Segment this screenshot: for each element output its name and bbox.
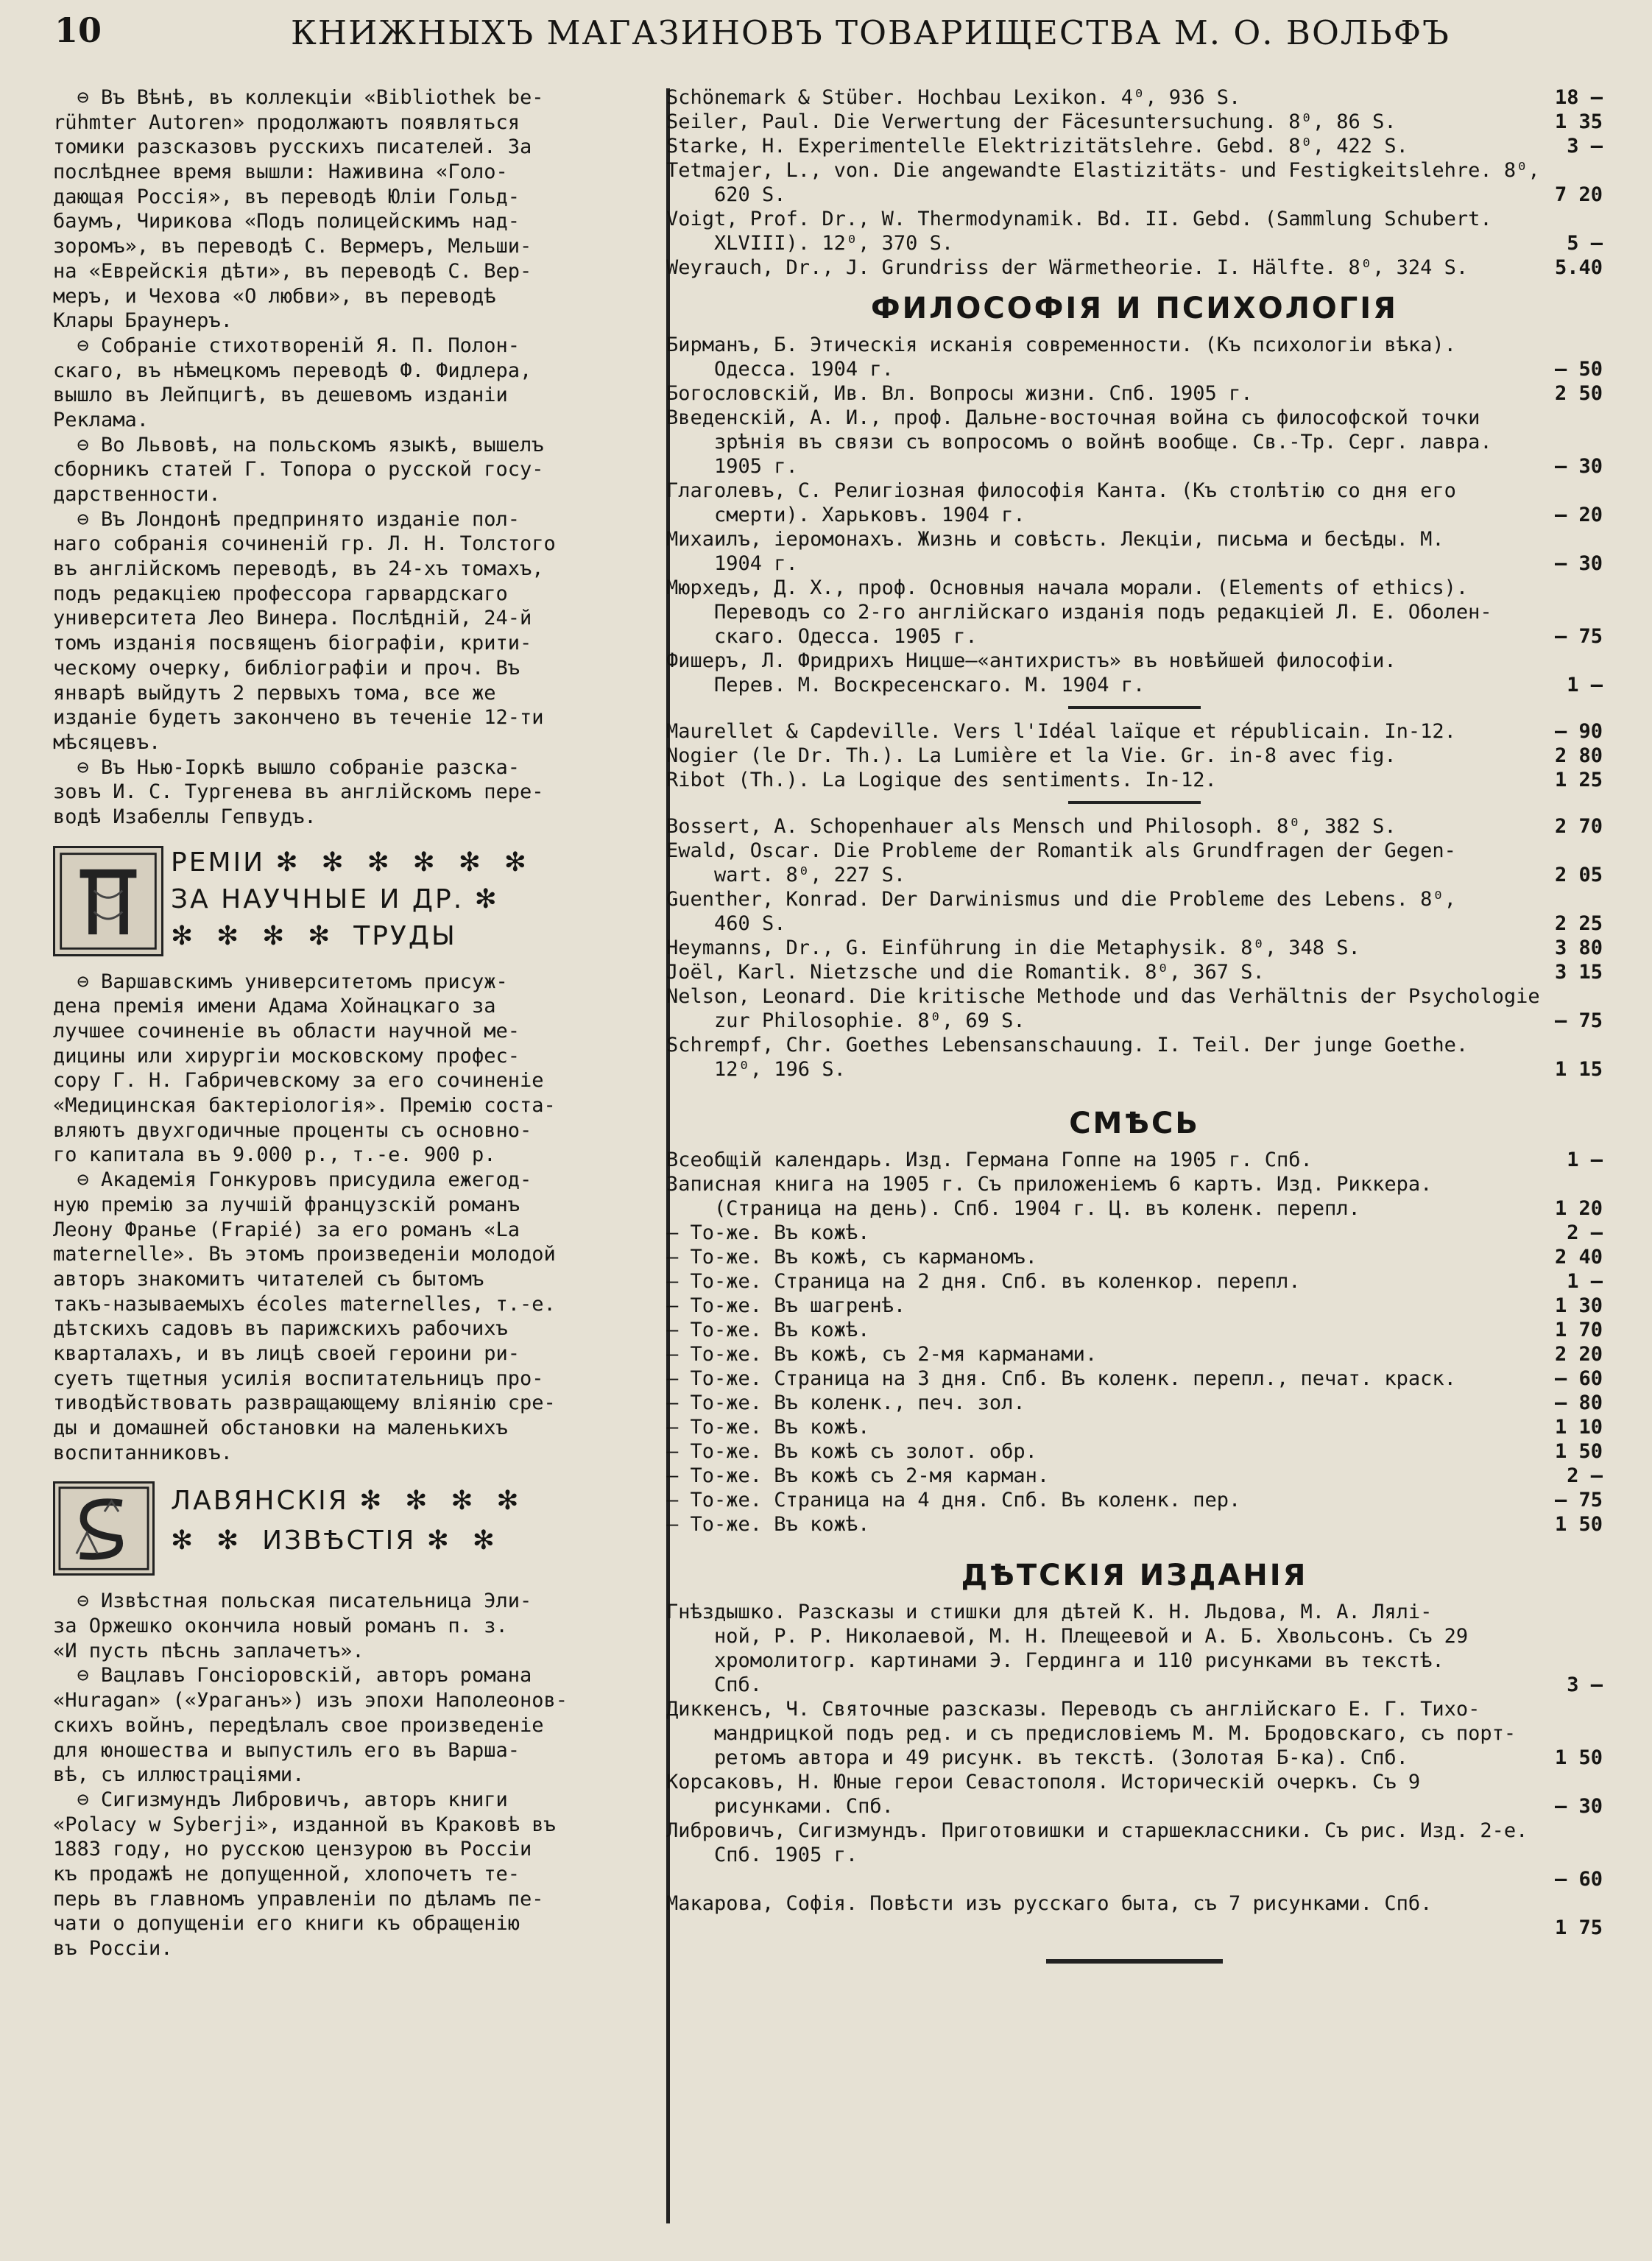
catalog-entry-line	[666, 134, 1603, 158]
entry-text: Schrempf, Chr. Goethes Lebensanschauung. I. Teil. Der junge Goethe.	[666, 1034, 1469, 1057]
text-line: ⊖ Во Львовѣ, на польскомъ языкѣ, вышелъ	[53, 433, 544, 456]
catalog-entry-line	[666, 1269, 1603, 1294]
catalog-entry-line	[666, 768, 1603, 792]
catalog-entry-line	[666, 1148, 1603, 1172]
catalog-entry-line	[666, 1245, 1603, 1269]
running-header: КНИЖНЫХЪ МАГАЗИНОВЪ ТОВАРИЩЕСТВА М. О. ВОЛЬФЪ	[291, 13, 1450, 52]
entry-text: 12⁰, 196 S.	[666, 1058, 846, 1081]
text-line: ⊖ Академія Гонкуровъ присудила ежегод-	[53, 1168, 532, 1192]
catalog-entry-line	[666, 814, 1603, 839]
entry-text: Богословскій, Ив. Вл. Вопросы жизни. Спб. 1905 г.	[666, 382, 1253, 405]
entry-text: Одесса. 1904 г.	[666, 358, 894, 381]
text-line: Реклама.	[53, 408, 149, 431]
text-line: кварталахъ, и въ лицѣ своей героини ри-	[53, 1341, 520, 1365]
text-line: ⊖ Извѣстная польская писательница Эли-	[53, 1590, 532, 1613]
catalog-entry-line	[666, 1697, 1603, 1721]
entry-text: Nogier (le Dr. Th.). La Lumière et la Vie. Gr. in-8 avec fig.	[666, 744, 1397, 767]
entry-text: Starke, H. Experimentelle Elektrizitätslehre. Gebd. 8⁰, 422 S.	[666, 135, 1408, 158]
text-line: авторъ знакомитъ читателей съ бытомъ	[53, 1267, 484, 1291]
children-heading: ДѢТСКІЯ ИЗДАНІЯ	[961, 1559, 1308, 1592]
ornamental-initial-p	[53, 846, 163, 956]
prizes-heading-line3: ✻ ✻ ✻ ✻ ТРУДЫ	[171, 920, 457, 951]
catalog-entry-line	[666, 110, 1603, 134]
entry-text: — То-же. Въ кожѣ съ 2-мя карман.	[666, 1464, 1050, 1487]
entry-text: Бирманъ, Б. Этическія исканія современности. (Къ психологіи вѣка).	[666, 334, 1456, 356]
text-line: сору Г. Н. Габричевскому за его сочиненіе	[53, 1069, 544, 1093]
page-number: 10	[54, 10, 102, 50]
text-line: дарственности.	[53, 483, 221, 506]
philosophy-russian-list	[666, 333, 1603, 697]
text-line: за Оржешко окончила новый романъ п. з.	[53, 1615, 508, 1638]
misc-list	[666, 1148, 1603, 1537]
entry-price: 1 50	[1554, 1746, 1603, 1769]
entry-price: 1 10	[1554, 1416, 1603, 1439]
text-line: послѣднее время вышли: Наживина «Голо-	[53, 161, 508, 184]
entry-price: 2 40	[1554, 1246, 1603, 1269]
text-line: вляютъ двухгодичные проценты съ основно-	[53, 1118, 532, 1142]
catalog-entry-line	[666, 1172, 1603, 1196]
catalog-entry-line	[666, 207, 1603, 231]
catalog-entry-line	[666, 158, 1603, 183]
text-line: «Медицинская бактеріологія». Премію соста-	[53, 1094, 556, 1118]
entry-price: 1 50	[1554, 1513, 1603, 1536]
text-line: ⊖ Собраніе стихотвореній Я. П. Полон-	[53, 334, 520, 357]
catalog-entry-line	[666, 1294, 1603, 1318]
text-line: дена премія имени Адама Хойнацкаго за	[53, 995, 496, 1018]
text-line: maternelle». Въ этомъ произведеніи молодой	[53, 1243, 556, 1266]
text-line: Клары Браунеръ.	[53, 309, 233, 333]
text-line: «Polacy w Syberji», изданной въ Краковѣ въ	[53, 1813, 556, 1836]
entry-text: Диккенсъ, Ч. Святочные разсказы. Переводъ съ англійскаго Е. Г. Тихо-	[666, 1698, 1480, 1721]
entry-text: — То-же. Въ кожѣ, съ 2-мя карманами.	[666, 1343, 1098, 1366]
catalog-entry-line	[666, 719, 1603, 744]
entry-text: мандрицкой подъ ред. и съ предисловіемъ М. М. Бродовскаго, съ порт-	[666, 1722, 1517, 1745]
catalog-entry-line	[666, 1033, 1603, 1057]
catalog-entry-line	[666, 1488, 1603, 1512]
catalog-entry-line	[666, 887, 1603, 911]
slavic-news-block	[53, 1589, 640, 1961]
text-line: въ англійскомъ переводѣ, въ 24-хъ томахъ,	[53, 557, 544, 581]
entry-price: — 90	[1554, 720, 1603, 743]
entry-text: ретомъ автора и 49 рисунк. въ текстѣ. (Золотая Б-ка). Спб.	[666, 1746, 1408, 1769]
catalog-entry-line	[666, 1819, 1603, 1843]
catalog-entry-line	[666, 863, 1603, 887]
text-line: 1883 году, но русскою цензурою въ Россіи	[53, 1838, 532, 1861]
text-line: суетъ тщетныя усилія воспитательницъ про-	[53, 1366, 544, 1390]
text-line: меръ, и Чехова «О любви», въ переводѣ	[53, 284, 496, 308]
entry-text: Weyrauch, Dr., J. Grundriss der Wärmetheorie. I. Hälfte. 8⁰, 324 S.	[666, 256, 1469, 279]
text-line: ⊖ Сигизмундъ Либровичъ, авторъ книги	[53, 1788, 508, 1811]
text-line: перь въ главномъ управленіи по дѣламъ пе-	[53, 1887, 544, 1911]
entry-text: Schönemark & Stüber. Hochbau Lexikon. 4⁰, 936 S.	[666, 86, 1241, 109]
entry-text: (Страница на день). Спб. 1904 г. Ц. въ коленк. перепл.	[666, 1197, 1360, 1220]
text-line: дающая Россія», въ переводѣ Юліи Гольд-	[53, 185, 520, 208]
entry-text: Мюрхедъ, Д. Х., проф. Основныя начала морали. (Elements of ethics).	[666, 576, 1469, 599]
entry-price: 1 —	[1567, 674, 1603, 696]
catalog-entry-line	[666, 255, 1603, 280]
children-list	[666, 1600, 1603, 1940]
entry-text: Ewald, Oscar. Die Probleme der Romantik als Grundfragen der Gegen-	[666, 839, 1456, 862]
entry-price: — 30	[1554, 455, 1603, 478]
entry-price: 1 —	[1567, 1270, 1603, 1293]
entry-price: 1 70	[1554, 1319, 1603, 1341]
entry-text: Переводъ со 2-го англійскаго изданія подъ редакціей Л. Е. Оболен-	[666, 601, 1492, 624]
catalog-entry-line	[666, 911, 1603, 936]
catalog-entry-line	[666, 1794, 1603, 1819]
entry-text: 1904 г.	[666, 552, 798, 575]
catalog-entry-line	[666, 624, 1603, 649]
catalog-entry-line	[666, 1770, 1603, 1794]
entry-price: — 75	[1554, 625, 1603, 648]
text-line: январѣ выйдутъ 2 первыхъ тома, все же	[53, 681, 496, 705]
text-line: ⊖ Въ Вѣнѣ, въ коллекціи «Bibliothek be-	[53, 86, 544, 109]
entry-price: 5 —	[1567, 232, 1603, 255]
entry-text: ной, Р. Р. Николаевой, М. Н. Плещеевой и А. Б. Хвольсонъ. Съ 29	[666, 1625, 1469, 1648]
entry-text: рисунками. Спб.	[666, 1795, 894, 1818]
entry-price: 2 25	[1554, 912, 1603, 935]
catalog-entry-line	[666, 1009, 1603, 1033]
entry-text: — То-же. Въ кожѣ.	[666, 1319, 870, 1341]
catalog-entry-line	[666, 1600, 1603, 1624]
entry-text: Глаголевъ, С. Религіозная философія Канта. (Къ столѣтію со дня его	[666, 479, 1456, 502]
entry-price: 7 20	[1554, 183, 1603, 206]
text-line: ⊖ Въ Лондонѣ предпринято изданіе пол-	[53, 507, 520, 531]
entry-price: — 80	[1554, 1391, 1603, 1414]
catalog-entry-line	[666, 600, 1603, 624]
entry-text: скаго. Одесса. 1905 г.	[666, 625, 978, 648]
catalog-entry-line	[666, 984, 1603, 1009]
entry-text: Voigt, Prof. Dr., W. Thermodynamik. Bd. II. Gebd. (Sammlung Schubert.	[666, 208, 1492, 230]
entry-text: Tetmajer, L., von. Die angewandte Elastizitäts- und Festigkeitslehre. 8⁰,	[666, 159, 1540, 182]
entry-price: 1 25	[1554, 769, 1603, 791]
catalog-entry-line	[666, 1746, 1603, 1770]
entry-text: Перев. М. Воскресенскаго. М. 1904 г.	[666, 674, 1146, 696]
text-line: скаго, въ нѣмецкомъ переводѣ Ф. Фидлера,	[53, 359, 532, 382]
entry-text: — То-же. Страница на 4 дня. Спб. Въ коленк. пер.	[666, 1489, 1241, 1512]
entry-text: Bossert, A. Schopenhauer als Mensch und Philosoph. 8⁰, 382 S.	[666, 815, 1397, 838]
text-line: воспитанниковъ.	[53, 1441, 233, 1464]
entry-price: 1 20	[1554, 1197, 1603, 1220]
entry-text: zur Philosophie. 8⁰, 69 S.	[666, 1009, 1026, 1032]
text-line: дѣтскихъ садовъ въ парижскихъ рабочихъ	[53, 1317, 508, 1341]
text-line: лучшее сочиненіе въ области научной ме-	[53, 1020, 520, 1043]
entry-price: — 75	[1554, 1489, 1603, 1512]
entry-price: — 30	[1554, 552, 1603, 575]
catalog-entry-line	[666, 649, 1603, 673]
text-line: такъ-называемыхъ écoles maternelles, т.-е.	[53, 1292, 556, 1316]
text-line: «Huragan» («Ураганъ») изъ эпохи Наполеонов-	[53, 1689, 568, 1712]
catalog-entry-line	[666, 183, 1603, 207]
entry-text: Либровичъ, Сигизмундъ. Приготовишки и старшеклассники. Съ рис. Изд. 2-е.	[666, 1819, 1528, 1842]
entry-price: — 60	[1554, 1367, 1603, 1390]
catalog-entry-line	[666, 744, 1603, 768]
text-line: баумъ, Чирикова «Подъ полицейскимъ над-	[53, 210, 520, 233]
entry-text: зрѣнія въ связи съ вопросомъ о войнѣ вообще. Св.-Тр. Серг. лавра.	[666, 431, 1492, 454]
entry-text: Гнѣздышко. Разсказы и стишки для дѣтей К. Н. Льдова, М. А. Лялі-	[666, 1601, 1433, 1623]
catalog-entry-line	[666, 406, 1603, 430]
catalog-entry-line	[666, 503, 1603, 527]
entry-text: Joël, Karl. Nietzsche und die Romantik. 8⁰, 367 S.	[666, 961, 1265, 984]
entry-text: Фишеръ, Л. Фридрихъ Ницше—«антихристъ» въ новѣйшей философіи.	[666, 649, 1397, 672]
entry-price: 1 15	[1554, 1058, 1603, 1081]
left-column	[53, 85, 640, 1961]
entry-text: смерти). Харьковъ. 1904 г.	[666, 504, 1026, 526]
entry-price: 2 50	[1554, 382, 1603, 405]
catalog-entry-line	[666, 1648, 1603, 1673]
catalog-entry-line	[666, 381, 1603, 406]
slavic-heading-line2: ✻ ✻ ИЗВѢСТІЯ ✻ ✻	[171, 1525, 497, 1556]
catalog-entry-line	[666, 1843, 1603, 1867]
catalog-entry-line	[666, 1891, 1603, 1916]
catalog-entry-line	[666, 85, 1603, 110]
catalog-entry-line	[666, 1366, 1603, 1391]
entry-text: Всеобщій календарь. Изд. Германа Гоппе на 1905 г. Спб.	[666, 1149, 1313, 1171]
entry-price: 1 30	[1554, 1294, 1603, 1317]
entry-text: Nelson, Leonard. Die kritische Methode und das Verhältnis der Psychologie	[666, 985, 1540, 1008]
text-line: изданіе будетъ закончено въ теченіе 12-ти	[53, 706, 544, 730]
text-line: въ Россіи.	[53, 1937, 173, 1960]
text-line: вѣ, съ иллюстраціями.	[53, 1763, 305, 1787]
entry-text: XLVIII). 12⁰, 370 S.	[666, 232, 954, 255]
catalog-entry-line	[666, 333, 1603, 357]
technical-books-list	[666, 85, 1603, 280]
entry-price: 1 75	[1554, 1916, 1603, 1939]
catalog-entry-line	[666, 430, 1603, 454]
text-line: чати о допущеніи его книги къ обращенію	[53, 1912, 520, 1936]
catalog-entry-line	[666, 1342, 1603, 1366]
catalog-entry-line	[666, 454, 1603, 479]
text-line: «И пусть пѣснь заплачетъ».	[53, 1639, 364, 1662]
catalog-entry-line	[666, 479, 1603, 503]
text-line: тиводѣйствовать развращающему вліянію сре-	[53, 1391, 556, 1415]
entry-price: 1 —	[1567, 1149, 1603, 1171]
entry-price: 2 70	[1554, 815, 1603, 838]
entry-price: 2 —	[1567, 1221, 1603, 1244]
text-line: томъ изданія посвященъ біографіи, крити-	[53, 632, 532, 655]
catalog-entry-line	[666, 673, 1603, 697]
entry-text: — То-же. Въ шагренѣ.	[666, 1294, 906, 1317]
catalog-entry-line	[666, 357, 1603, 381]
catalog-entry-line	[666, 551, 1603, 576]
text-line: ческому очерку, библіографіи и проч. Въ	[53, 656, 520, 680]
entry-text: Guenther, Konrad. Der Darwinismus und die Probleme des Lebens. 8⁰,	[666, 888, 1456, 911]
catalog-entry-line	[666, 1391, 1603, 1415]
entry-text: — То-же. Въ коленк., печ. зол.	[666, 1391, 1026, 1414]
text-line: для юношества и выпустилъ его въ Варша-	[53, 1738, 520, 1762]
entry-text: Введенскій, А. И., проф. Дальне-восточная война съ философской точки	[666, 406, 1480, 429]
entry-price: 2 20	[1554, 1343, 1603, 1366]
catalog-entry-line	[666, 1867, 1603, 1891]
entry-price: 1 50	[1554, 1440, 1603, 1463]
catalog-entry-line	[666, 1221, 1603, 1245]
entry-text: Seiler, Paul. Die Verwertung der Fäcesuntersuchung. 8⁰, 86 S.	[666, 110, 1397, 133]
entry-price: — 75	[1554, 1009, 1603, 1032]
entry-text: Макарова, Софія. Повѣсти изъ русскаго быта, съ 7 рисунками. Спб.	[666, 1892, 1433, 1915]
philosophy-heading: ФИЛОСОФІЯ И ПСИХОЛОГІЯ	[871, 292, 1398, 325]
catalog-entry-line	[666, 1916, 1603, 1940]
catalog-entry-line	[666, 1464, 1603, 1488]
text-line: ды и домашней обстановки на маленькихъ	[53, 1417, 508, 1439]
philosophy-german-list	[666, 814, 1603, 1082]
entry-price: 1 35	[1554, 110, 1603, 133]
catalog-entry-line	[666, 1318, 1603, 1342]
entry-text: — То-же. Въ кожѣ съ золот. обр.	[666, 1440, 1037, 1463]
prizes-heading-line1: РЕМІИ ✻ ✻ ✻ ✻ ✻ ✻	[171, 847, 529, 878]
entry-text: — То-же. Въ кожѣ.	[666, 1513, 870, 1536]
entry-text: Михаилъ, іеромонахъ. Жизнь и совѣсть. Лекціи, письма и бесѣды. М.	[666, 528, 1444, 551]
text-line: Леону Франье (Frapié) за его романъ «La	[53, 1218, 520, 1241]
catalog-entry-line	[666, 527, 1603, 551]
catalog-entry-line	[666, 839, 1603, 863]
divider-rule	[1068, 801, 1201, 804]
catalog-entry-line	[666, 231, 1603, 255]
entry-text: Спб.	[666, 1673, 763, 1696]
entry-price: — 20	[1554, 504, 1603, 526]
text-line: водѣ Изабеллы Гепвудъ.	[53, 805, 317, 828]
end-rule	[1046, 1959, 1223, 1964]
text-line: ⊖ Вацлавъ Гонсіоровскій, авторъ романа	[53, 1664, 532, 1687]
text-line: го капитала въ 9.000 р., т.-е. 900 р.	[53, 1143, 496, 1167]
text-line: сборникъ статей Г. Топора о русской госу-	[53, 458, 544, 482]
text-line: наго собранія сочиненій гр. Л. Н. Толстого	[53, 532, 556, 556]
entry-price: 3 —	[1567, 1673, 1603, 1696]
entry-text: Maurellet & Capdeville. Vers l'Idéal laïque et républicain. In-12.	[666, 720, 1456, 743]
text-line: зовъ И. С. Тургенева въ англійскомъ пере-	[53, 780, 544, 804]
entry-text: — То-же. Въ кожѣ.	[666, 1416, 870, 1439]
ornamental-initial-s	[53, 1481, 155, 1576]
catalog-entry-line	[666, 1721, 1603, 1746]
text-line: зоромъ», въ переводѣ С. Вермеръ, Мельши-	[53, 235, 532, 258]
text-line: дицины или хирургіи московскому профес-	[53, 1044, 520, 1068]
entry-text: Корсаковъ, Н. Юные герои Севастополя. Историческій очеркъ. Съ 9	[666, 1771, 1421, 1793]
catalog-entry-line	[666, 1512, 1603, 1537]
text-line: на «Еврейскія дѣти», въ переводѣ С. Вер-	[53, 259, 532, 283]
catalog-entry-line	[666, 936, 1603, 960]
entry-text: — То-же. Страница на 3 дня. Спб. Въ коленк. перепл., печат. краск.	[666, 1367, 1456, 1390]
entry-price: — 50	[1554, 358, 1603, 381]
misc-heading: СМѢСЬ	[1069, 1107, 1200, 1140]
entry-price: 2 80	[1554, 744, 1603, 767]
text-line: мѣсяцевъ.	[53, 730, 161, 754]
catalog-entry-line	[666, 576, 1603, 600]
text-line: rühmter Autoren» продолжаютъ появляться	[53, 110, 520, 134]
entry-text: 1905 г.	[666, 455, 798, 478]
entry-price: 5.40	[1554, 256, 1603, 279]
catalog-entry-line	[666, 960, 1603, 984]
entry-price: — 60	[1554, 1868, 1603, 1891]
catalog-entry-line	[666, 1057, 1603, 1082]
entry-text: Записная книга на 1905 г. Съ приложеніемъ 6 картъ. Изд. Риккера.	[666, 1173, 1433, 1196]
section-slavic-news	[53, 1481, 640, 1576]
catalog-entry-line	[666, 1439, 1603, 1464]
entry-text: Ribot (Th.). La Logique des sentiments. In-12.	[666, 769, 1217, 791]
philosophy-french-list	[666, 719, 1603, 792]
catalog-entry-line	[666, 1415, 1603, 1439]
text-line: томики разсказовъ русскихъ писателей. За	[53, 135, 532, 159]
entry-text: хромолитогр. картинами Э. Гердинга и 110 рисунками въ текстѣ.	[666, 1649, 1444, 1672]
text-line: ную премію за лучшій французскій романъ	[53, 1193, 520, 1216]
prizes-block	[53, 970, 640, 1466]
entry-text: — То-же. Въ кожѣ.	[666, 1221, 870, 1244]
divider-rule	[1068, 706, 1201, 709]
news-abroad-block	[53, 85, 640, 830]
catalog-entry-line	[666, 1673, 1603, 1697]
text-line: скихъ войнъ, передѣлалъ свое произведеніе	[53, 1713, 544, 1737]
entry-text: — То-же. Въ кожѣ, съ карманомъ.	[666, 1246, 1037, 1269]
entry-price: 3 —	[1567, 135, 1603, 158]
entry-text: 620 S.	[666, 183, 786, 206]
entry-text: Спб. 1905 г.	[666, 1844, 858, 1866]
text-line: ⊖ Варшавскимъ университетомъ присуж-	[53, 970, 508, 993]
entry-text: — То-же. Страница на 2 дня. Спб. въ коленкор. перепл.	[666, 1270, 1301, 1293]
text-line: къ продажѣ не допущенной, хлопочетъ те-	[53, 1862, 520, 1886]
entry-text: Heymanns, Dr., G. Einführung in die Metaphysik. 8⁰, 348 S.	[666, 937, 1360, 959]
entry-text: 460 S.	[666, 912, 786, 935]
text-line: вышло въ Лейпцигѣ, въ дешевомъ изданіи	[53, 384, 508, 407]
entry-price: 2 —	[1567, 1464, 1603, 1487]
entry-price: 2 05	[1554, 864, 1603, 886]
section-prizes	[53, 846, 640, 956]
text-line: ⊖ Въ Нью-Іоркѣ вышло собраніе разска-	[53, 755, 520, 779]
slavic-heading-line1: ЛАВЯНСКІЯ ✻ ✻ ✻ ✻	[171, 1486, 521, 1517]
entry-price: 3 80	[1554, 937, 1603, 959]
entry-price: 18 —	[1554, 86, 1603, 109]
catalog-entry-line	[666, 1196, 1603, 1221]
entry-text: wart. 8⁰, 227 S.	[666, 864, 906, 886]
text-line: университета Лео Винера. Послѣдній, 24-й	[53, 607, 532, 630]
catalog-entry-line	[666, 1624, 1603, 1648]
prizes-heading-line2: ЗА НАУЧНЫЕ И ДР. ✻	[171, 883, 499, 914]
right-column	[666, 85, 1603, 1964]
entry-price: 3 15	[1554, 961, 1603, 984]
text-line: подъ редакціею профессора гарвардскаго	[53, 582, 508, 605]
entry-price: — 30	[1554, 1795, 1603, 1818]
